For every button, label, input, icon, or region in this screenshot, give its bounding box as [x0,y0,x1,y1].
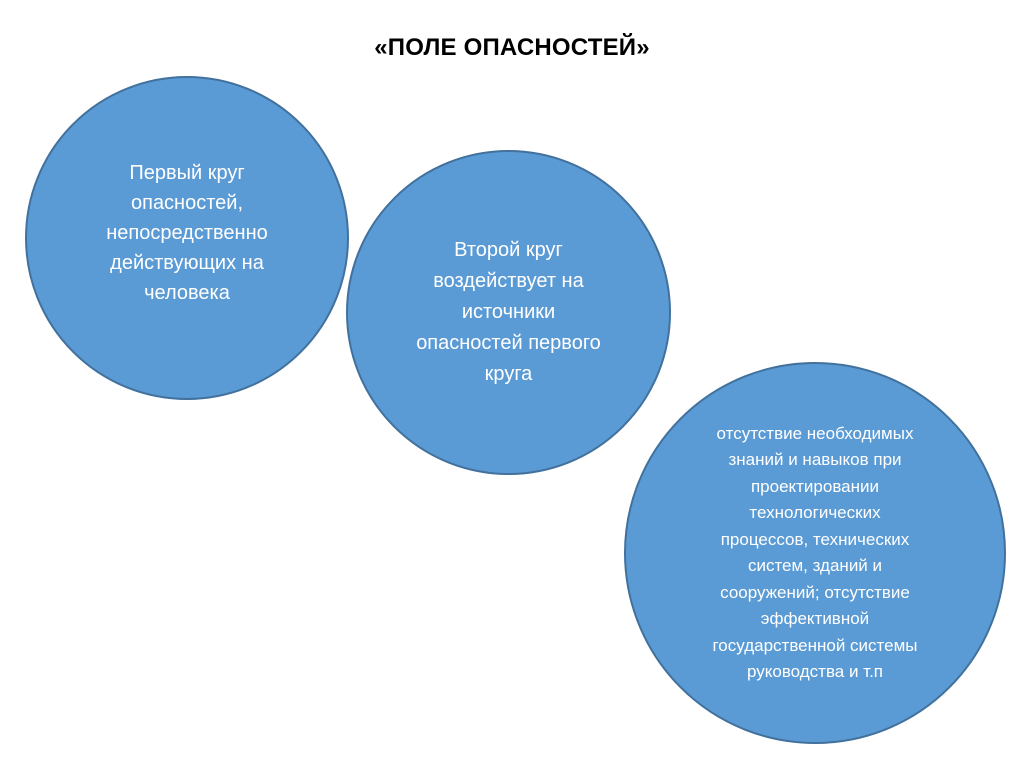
third-circle-of-hazards [624,362,1006,744]
first-circle-of-hazards [25,76,349,400]
slide-title: «ПОЛЕ ОПАСНОСТЕЙ» [374,34,650,61]
first-circle-label: Первый круг опасностей, непосредственно действующих на человека [106,162,268,304]
second-circle-of-hazards [346,150,671,475]
third-circle-label: отсутствие необходимых знаний и навыков при проектировании технологических процессов, технических систем, зданий и сооружений; отсутствие эффективной государственной системы руководства и т.п [712,423,918,681]
second-circle-label: Второй круг воздействует на источники опасностей первого круга [416,239,601,385]
